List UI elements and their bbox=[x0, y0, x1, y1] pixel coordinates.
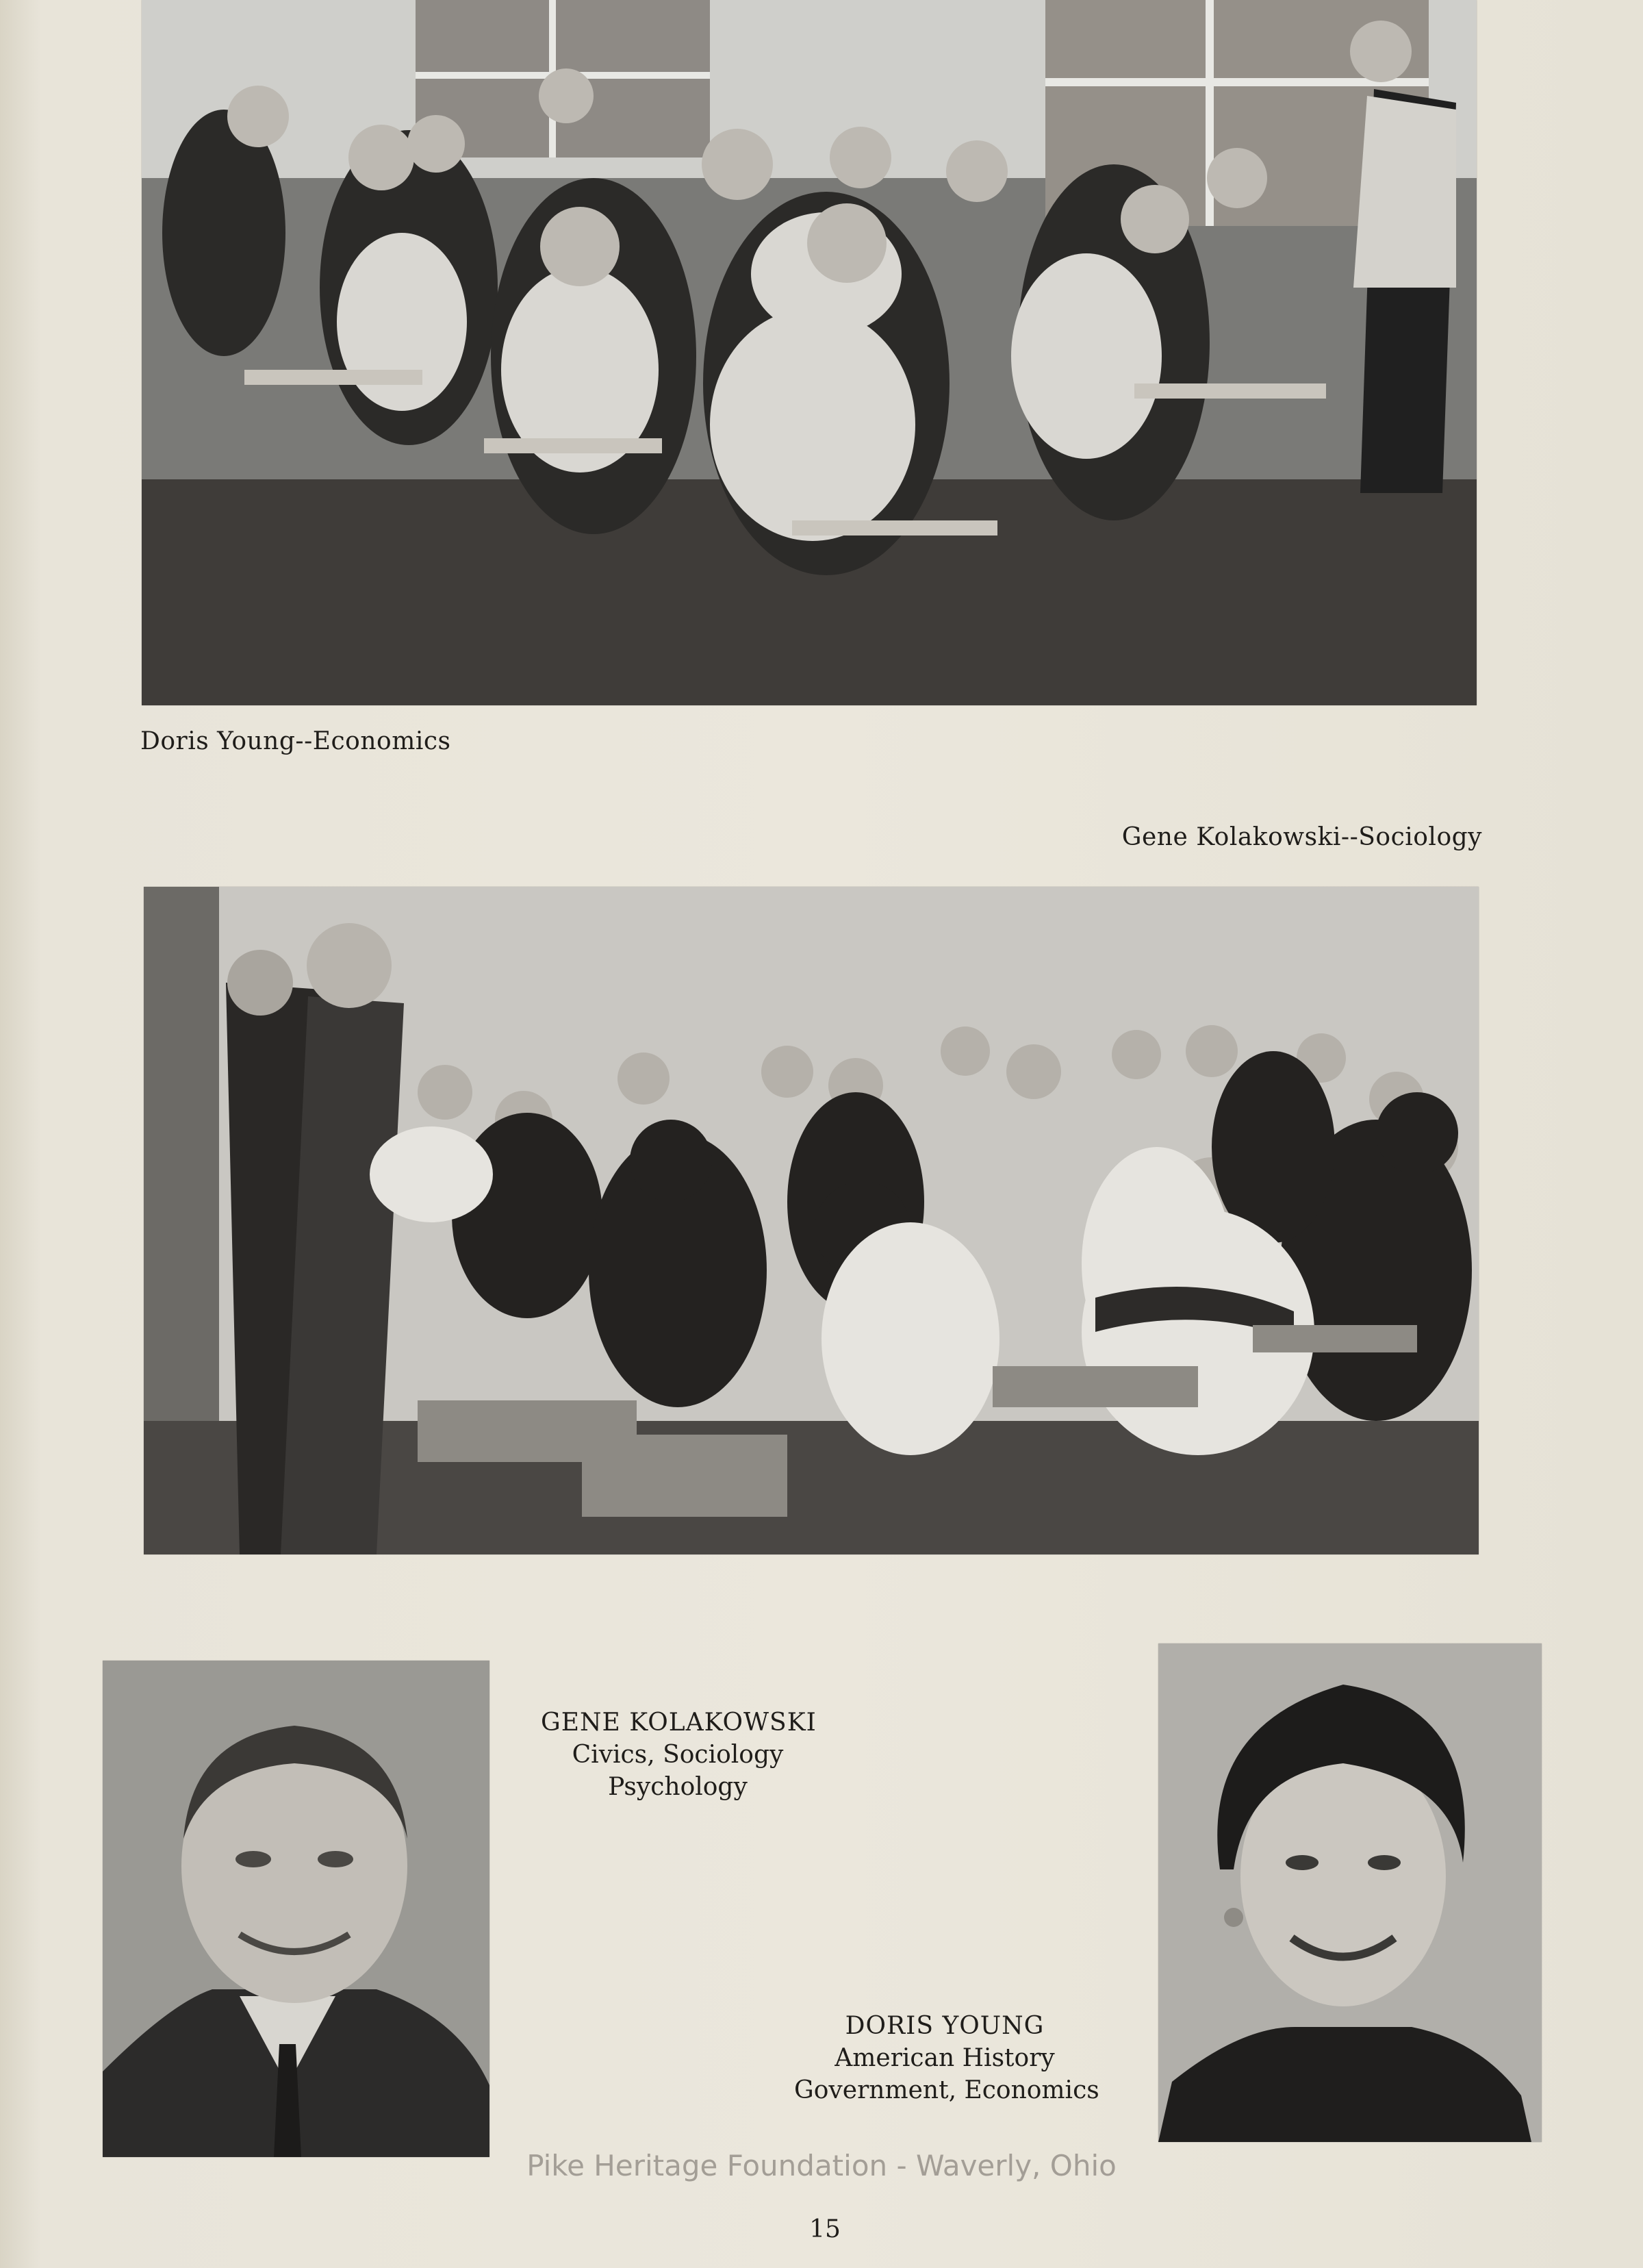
top-photo-caption: Doris Young--Economics bbox=[140, 727, 451, 755]
economics-class-photo bbox=[142, 0, 1477, 705]
page-number: 15 bbox=[809, 2215, 841, 2243]
young-name: DORIS YOUNG bbox=[845, 2012, 1045, 2040]
kolakowski-bio bbox=[541, 1706, 815, 1803]
kolakowski-portrait bbox=[103, 1661, 489, 2157]
young-portrait bbox=[1158, 1643, 1542, 2142]
sociology-class-photo bbox=[144, 887, 1479, 1554]
kolakowski-name: GENE KOLAKOWSKI bbox=[541, 1709, 817, 1737]
middle-photo-caption: Gene Kolakowski--Sociology bbox=[1121, 823, 1482, 851]
young-bio bbox=[794, 2010, 1099, 2106]
young-subjects-line2: Government, Economics bbox=[794, 2076, 1099, 2104]
kolakowski-subjects-line1: Civics, Sociology bbox=[572, 1741, 784, 1769]
kolakowski-subjects-line2: Psychology bbox=[608, 1773, 748, 1801]
young-subjects-line1: American History bbox=[835, 2044, 1055, 2072]
watermark: Pike Heritage Foundation - Waverly, Ohio bbox=[526, 2149, 1117, 2182]
